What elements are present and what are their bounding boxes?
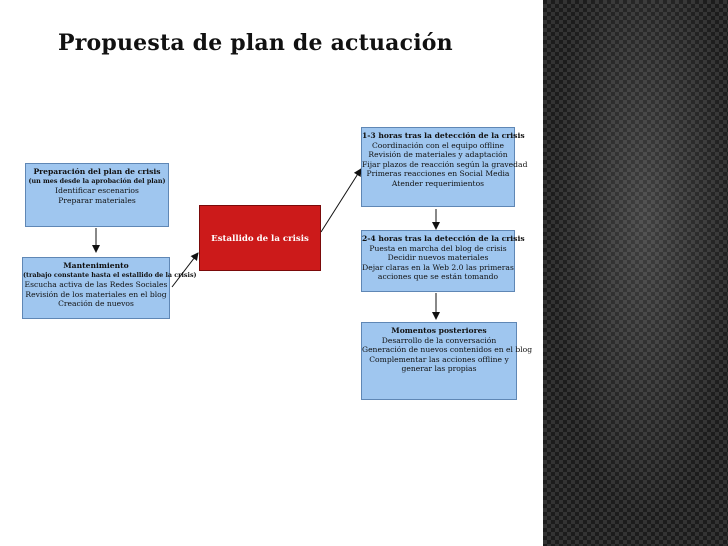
mantenimiento-item: Escucha activa de las Redes Sociales: [24, 280, 168, 290]
posteriores-title: Momentos posteriores: [391, 326, 487, 335]
arrow-mantenimiento-to-estallido: [172, 253, 198, 287]
posteriores-item: generar las propias: [401, 364, 477, 374]
posteriores-box: [361, 322, 533, 400]
posteriores-item: Complementar las acciones offline y: [369, 354, 509, 364]
fase-1-3-title: 1-3 horas tras la detección de la crisis: [362, 131, 525, 140]
preparacion-subtitle: (un mes desde la aprobación del plan): [28, 176, 166, 185]
fase-2-4-box: [361, 230, 525, 292]
fase-2-4-item: acciones que se están tomando: [377, 272, 499, 282]
fase-2-4-item: Decidir nuevos materiales: [387, 253, 489, 263]
fase-1-3-item: Coordinación con el equipo offline: [371, 140, 505, 150]
fase-1-3-box: [361, 127, 528, 207]
mantenimiento-item: Creación de nuevos: [58, 299, 134, 309]
fase-1-3-item: Primeras reacciones en Social Media: [366, 169, 510, 179]
mantenimiento-subtitle: (trabajo constante hasta el estallido de la crisis): [23, 270, 197, 279]
fase-1-3-item: Revisión de materiales y adaptación: [368, 150, 508, 160]
fase-1-3-item: Atender requerimientos: [391, 178, 485, 188]
estallido-title: Estallido de la crisis: [211, 234, 309, 244]
preparacion-title: Preparación del plan de crisis: [33, 167, 161, 176]
fase-2-4-title: 2-4 horas tras la detección de la crisis: [362, 234, 525, 243]
fase-2-4-item: Dejar claras en la Web 2.0 las primeras: [362, 262, 514, 272]
preparacion-item: Preparar materiales: [58, 195, 136, 205]
preparacion-box: [25, 163, 169, 227]
mantenimiento-title: Mantenimiento: [63, 261, 129, 270]
mantenimiento-box: [22, 257, 197, 319]
mantenimiento-item: Revisión de los materiales en el blog: [25, 289, 167, 299]
preparacion-item: Identificar escenarios: [55, 186, 139, 196]
posteriores-item: Desarrollo de la conversación: [381, 335, 497, 345]
fase-2-4-item: Puesta en marcha del blog de crisis: [369, 243, 507, 253]
fase-1-3-item: Fijar plazos de reacción según la gravedad: [362, 159, 528, 169]
slide-title: Propuesta de plan de actuación: [58, 30, 453, 56]
estallido-box: [199, 205, 321, 271]
posteriores-item: Generación de nuevos contenidos en el blog: [362, 345, 533, 355]
arrow-estallido-to-fase-1-3: [321, 169, 361, 232]
